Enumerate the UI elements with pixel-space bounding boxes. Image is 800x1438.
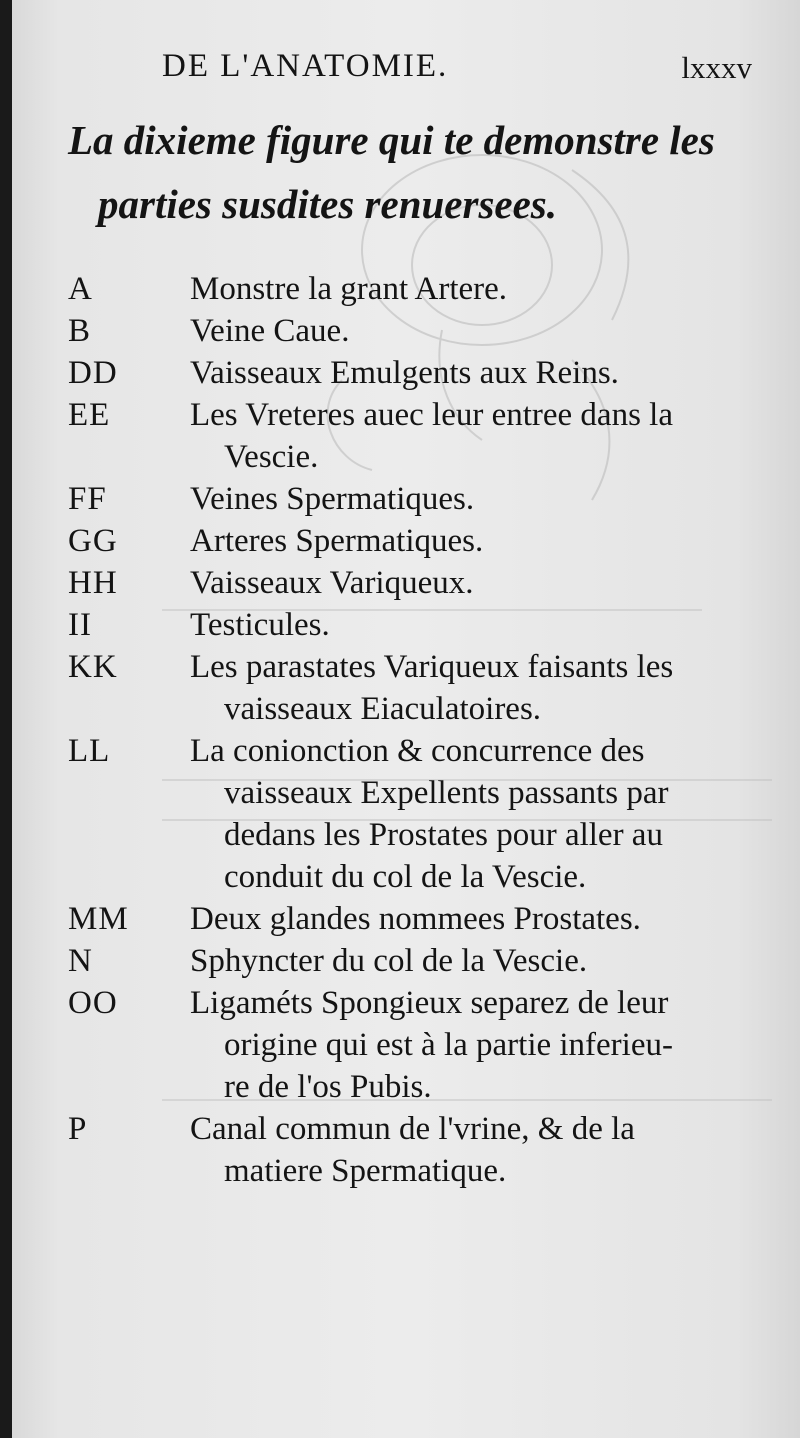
legend-entry bbox=[68, 394, 758, 478]
legend-key: P bbox=[68, 1111, 88, 1147]
legend-line: Les Vreteres auec leur entree dans la bbox=[190, 397, 673, 433]
legend-entry bbox=[68, 730, 758, 898]
legend-entry bbox=[68, 310, 758, 352]
legend-description bbox=[190, 940, 758, 982]
legend-line: Les parastates Variqueux faisants les bbox=[190, 649, 674, 685]
legend-description bbox=[190, 268, 758, 310]
legend-line: Canal commun de l'vrine, & de la bbox=[190, 1111, 635, 1147]
legend-entry bbox=[68, 520, 758, 562]
legend-description bbox=[190, 520, 758, 562]
legend-line: Veines Spermatiques. bbox=[190, 481, 475, 517]
legend-line: conduit du col de la Vescie. bbox=[224, 859, 587, 895]
legend-key: B bbox=[68, 313, 92, 349]
legend-entry bbox=[68, 646, 758, 730]
legend-line: Veine Caue. bbox=[190, 313, 350, 349]
legend-entry bbox=[68, 268, 758, 310]
legend-entry bbox=[68, 898, 758, 940]
legend-description bbox=[190, 730, 758, 898]
legend-key: KK bbox=[68, 649, 118, 685]
book-page bbox=[12, 0, 800, 1438]
legend-line: Deux glandes nommees Prostates. bbox=[190, 901, 641, 937]
figure-legend bbox=[68, 268, 758, 1192]
legend-line: Monstre la grant Artere. bbox=[190, 271, 508, 307]
figure-title bbox=[68, 108, 758, 236]
legend-line: dedans les Prostates pour aller au bbox=[224, 817, 663, 853]
legend-line: Ligaméts Spongieux separez de leur bbox=[190, 985, 669, 1021]
legend-description bbox=[190, 352, 758, 394]
legend-description bbox=[190, 1108, 758, 1192]
legend-description bbox=[190, 562, 758, 604]
legend-line: matiere Spermatique. bbox=[224, 1153, 507, 1189]
legend-key: N bbox=[68, 943, 93, 979]
legend-line: Testicules. bbox=[190, 607, 330, 643]
legend-description bbox=[190, 982, 758, 1108]
legend-line: re de l'os Pubis. bbox=[224, 1069, 432, 1105]
legend-key: LL bbox=[68, 733, 111, 769]
legend-key: HH bbox=[68, 565, 118, 601]
legend-key: FF bbox=[68, 481, 107, 517]
legend-line: Sphyncter du col de la Vescie. bbox=[190, 943, 588, 979]
legend-line: Arteres Spermatiques. bbox=[190, 523, 484, 559]
legend-line: Vaisseaux Variqueux. bbox=[190, 565, 474, 601]
legend-key: II bbox=[68, 607, 92, 643]
title-line-1: La dixieme figure qui te demonstre les bbox=[68, 117, 715, 163]
legend-description bbox=[190, 898, 758, 940]
legend-entry bbox=[68, 982, 758, 1108]
legend-entry bbox=[68, 604, 758, 646]
legend-entry bbox=[68, 562, 758, 604]
legend-line: origine qui est à la partie inferieu- bbox=[224, 1027, 673, 1063]
legend-key: A bbox=[68, 271, 93, 307]
legend-entry bbox=[68, 1108, 758, 1192]
legend-description bbox=[190, 604, 758, 646]
legend-entry bbox=[68, 940, 758, 982]
legend-key: DD bbox=[68, 355, 118, 391]
legend-line: Vescie. bbox=[224, 439, 319, 475]
legend-entry bbox=[68, 478, 758, 520]
legend-key: EE bbox=[68, 397, 111, 433]
legend-description bbox=[190, 310, 758, 352]
legend-key: OO bbox=[68, 985, 118, 1021]
legend-key: GG bbox=[68, 523, 118, 559]
page-number: lxxxv bbox=[681, 50, 752, 85]
legend-description bbox=[190, 394, 758, 478]
legend-line: vaisseaux Eiaculatoires. bbox=[224, 691, 542, 727]
legend-line: vaisseaux Expellents passants par bbox=[224, 775, 669, 811]
legend-entry bbox=[68, 352, 758, 394]
legend-description bbox=[190, 478, 758, 520]
title-line-2: parties susdites renuersees. bbox=[98, 181, 558, 227]
legend-key: MM bbox=[68, 901, 129, 937]
legend-description bbox=[190, 646, 758, 730]
running-head: DE L'ANATOMIE. bbox=[162, 48, 449, 84]
legend-line: Vaisseaux Emulgents aux Reins. bbox=[190, 355, 619, 391]
page-header bbox=[162, 48, 752, 98]
legend-line: La conionction & concurrence des bbox=[190, 733, 645, 769]
